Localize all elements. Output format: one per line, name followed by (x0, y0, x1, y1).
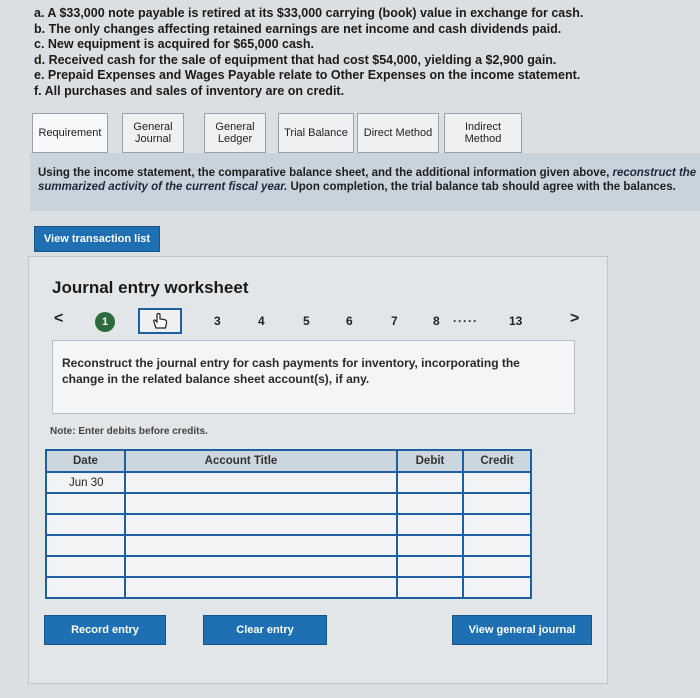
prompt-text: Reconstruct the journal entry for cash payments for inventory, incorporating the change in the related balance sheet account(s), if any. (62, 356, 520, 386)
date-cell[interactable] (46, 514, 125, 535)
note-a: a. A $33,000 note payable is retired at its $33,000 carrying (book) value in exchange for cash. (34, 6, 584, 20)
table-header-row (46, 450, 531, 472)
debit-credit-note: Note: Enter debits before credits. (50, 426, 208, 437)
credit-cell[interactable] (463, 535, 531, 556)
page-3-link[interactable]: 3 (214, 314, 221, 328)
view-transaction-list-button[interactable]: View transaction list (34, 226, 160, 252)
table-row (46, 535, 531, 556)
tab-general-journal[interactable] (122, 113, 184, 153)
note-c: c. New equipment is acquired for $65,000 cash. (34, 37, 314, 51)
tab-indirect-method[interactable] (444, 113, 522, 153)
page-13-link[interactable]: 13 (509, 314, 523, 328)
record-entry-button[interactable]: Record entry (44, 615, 166, 645)
page-1-badge[interactable] (95, 312, 115, 332)
account-cell[interactable] (125, 535, 397, 556)
instructions-emphasis: reconstruct the summarized activity of the current fiscal year. (38, 167, 697, 193)
page-8-link[interactable]: 8 (433, 314, 440, 328)
hand-pointer-icon (149, 312, 171, 330)
additional-info-list (34, 6, 674, 99)
note-d: d. Received cash for the sale of equipment that had cost $54,000, yielding a $2,900 gain. (34, 52, 557, 67)
debit-cell[interactable] (397, 556, 463, 577)
worksheet-title: Journal entry worksheet (52, 278, 249, 297)
account-cell[interactable] (125, 493, 397, 514)
table-row (46, 493, 531, 514)
credit-cell[interactable] (463, 556, 531, 577)
page-5-link[interactable]: 5 (303, 314, 310, 328)
journal-entry-table (45, 449, 532, 599)
note-b: b. The only changes affecting retained earnings are net income and cash dividends paid. (34, 21, 562, 36)
table-row (46, 556, 531, 577)
credit-cell[interactable] (463, 472, 531, 493)
account-cell[interactable] (125, 556, 397, 577)
instructions-part3: Upon completion, the trial balance tab should agree with the balances. (287, 181, 676, 193)
clear-entry-button[interactable]: Clear entry (203, 615, 327, 645)
date-cell[interactable] (46, 556, 125, 577)
account-cell[interactable] (125, 577, 397, 598)
tab-requirement[interactable]: Requirement (32, 113, 108, 153)
page-1-label: 1 (101, 316, 109, 328)
tab-general-ledger[interactable] (204, 113, 266, 153)
page-6-link[interactable]: 6 (346, 314, 353, 328)
page-4-link[interactable]: 4 (258, 314, 265, 328)
worksheet-pager (50, 310, 590, 334)
page-ellipsis: ····· (453, 314, 478, 328)
date-column-header: Date (46, 450, 125, 472)
prev-page-icon[interactable]: < (54, 310, 64, 327)
account-column-header: Account Title (125, 450, 397, 472)
date-cell[interactable] (46, 535, 125, 556)
tab-indirect-method-label: Indirect Method (464, 121, 502, 145)
date-cell[interactable]: Jun 30 (46, 472, 125, 493)
tab-trial-balance[interactable]: Trial Balance (278, 113, 354, 153)
credit-column-header: Credit (463, 450, 531, 472)
instructions (38, 166, 700, 194)
tab-general-ledger-label: General Ledger (215, 121, 255, 145)
debit-cell[interactable] (397, 472, 463, 493)
table-row (46, 472, 531, 493)
current-page-box[interactable] (138, 308, 182, 334)
table-row (46, 514, 531, 535)
debit-cell[interactable] (397, 577, 463, 598)
credit-cell[interactable] (463, 577, 531, 598)
debit-cell[interactable] (397, 514, 463, 535)
tab-general-journal-label: General Journal (133, 121, 173, 145)
next-page-icon[interactable]: > (570, 310, 580, 327)
table-row (46, 577, 531, 598)
account-cell[interactable] (125, 514, 397, 535)
note-e: e. Prepaid Expenses and Wages Payable relate to Other Expenses on the income statement. (34, 68, 581, 82)
instructions-part1: Using the income statement, the comparative balance sheet, and the additional information given above, (38, 167, 613, 179)
page-7-link[interactable]: 7 (391, 314, 398, 328)
view-general-journal-button[interactable]: View general journal (452, 615, 592, 645)
date-cell[interactable] (46, 577, 125, 598)
date-cell[interactable] (46, 493, 125, 514)
debit-column-header: Debit (397, 450, 463, 472)
credit-cell[interactable] (463, 514, 531, 535)
tab-direct-method[interactable]: Direct Method (357, 113, 439, 153)
note-f: f. All purchases and sales of inventory are on credit. (34, 83, 345, 98)
debit-cell[interactable] (397, 535, 463, 556)
credit-cell[interactable] (463, 493, 531, 514)
debit-cell[interactable] (397, 493, 463, 514)
account-cell[interactable] (125, 472, 397, 493)
